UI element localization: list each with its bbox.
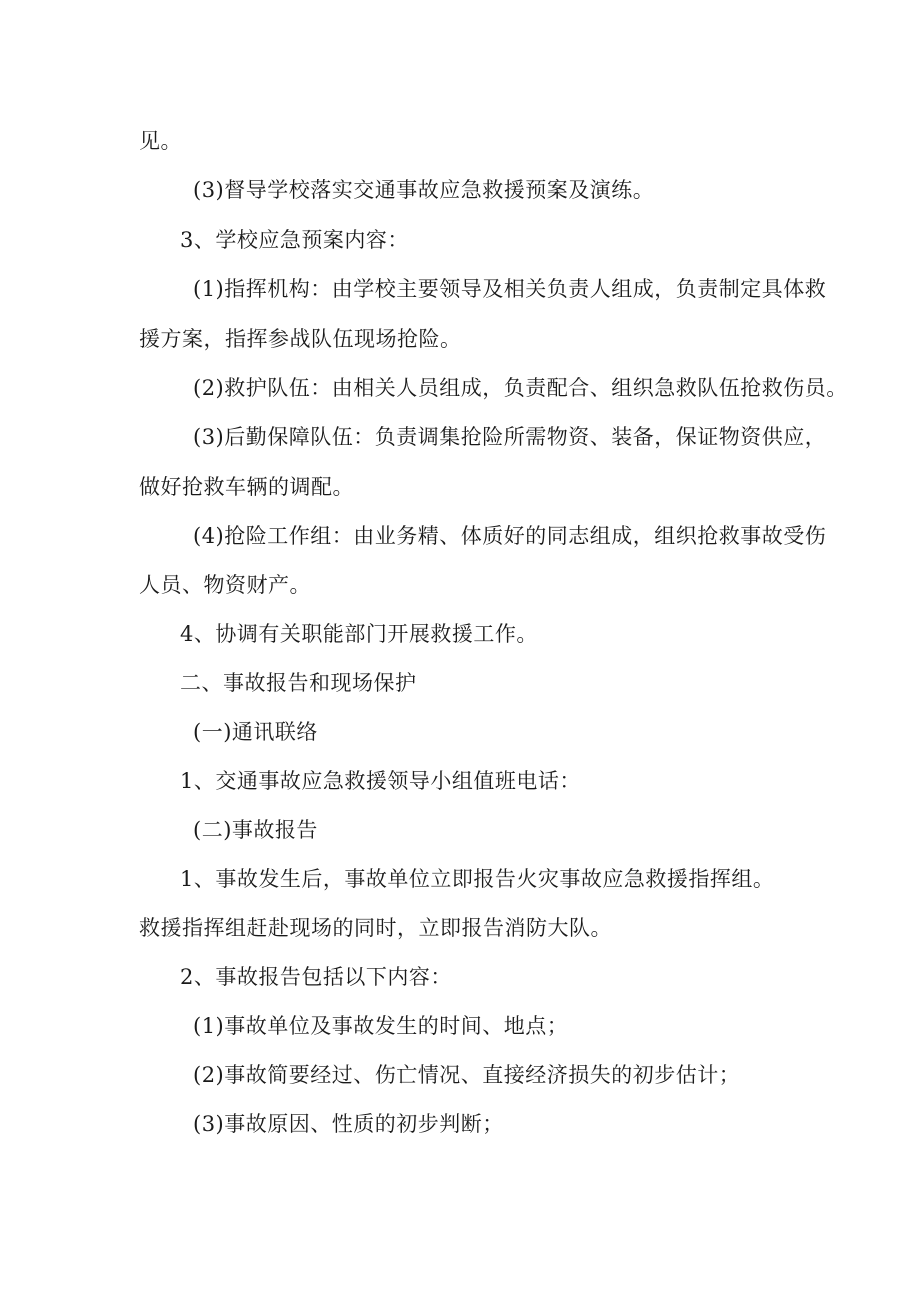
text-line: (3)事故原因、性质的初步判断； [193,1112,504,1136]
text-line: 1、交通事故应急救援领导小组值班电话： [180,769,581,793]
text-line: (4)抢险工作组：由业务精、体质好的同志组成，组织抢救事故受伤 [193,524,827,548]
text-line: 2、事故报告包括以下内容： [180,965,452,989]
text-line: 1、事故发生后，事故单位立即报告火灾事故应急救援指挥组。 [180,867,775,891]
text-line: (3)后勤保障队伍：负责调集抢险所需物资、装备，保证物资供应， [193,425,827,449]
subsection-heading: (一)通讯联络 [193,720,318,744]
text-line: (1)指挥机构：由学校主要领导及相关负责人组成，负责制定具体救 [193,277,827,301]
subsection-heading: (二)事故报告 [193,818,318,842]
text-line: 人员、物资财产。 [139,573,311,597]
text-line: 4、协调有关职能部门开展救援工作。 [180,622,538,646]
section-heading: 二、事故报告和现场保护 [180,671,417,695]
text-line: 3、学校应急预案内容： [180,228,409,252]
text-line: (1)事故单位及事故发生的时间、地点； [193,1014,569,1038]
text-line: (2)救护队伍：由相关人员组成，负责配合、组织急救队伍抢救伤员。 [193,376,848,400]
text-line: (3)督导学校落实交通事故应急救援预案及演练。 [193,178,655,202]
text-line: 见。 [139,129,182,153]
text-line: (2)事故简要经过、伤亡情况、直接经济损失的初步估计； [193,1063,741,1087]
text-line: 做好抢救车辆的调配。 [139,475,354,499]
text-line: 救援指挥组赶赴现场的同时，立即报告消防大队。 [139,916,612,940]
text-line: 援方案，指挥参战队伍现场抢险。 [139,327,462,351]
